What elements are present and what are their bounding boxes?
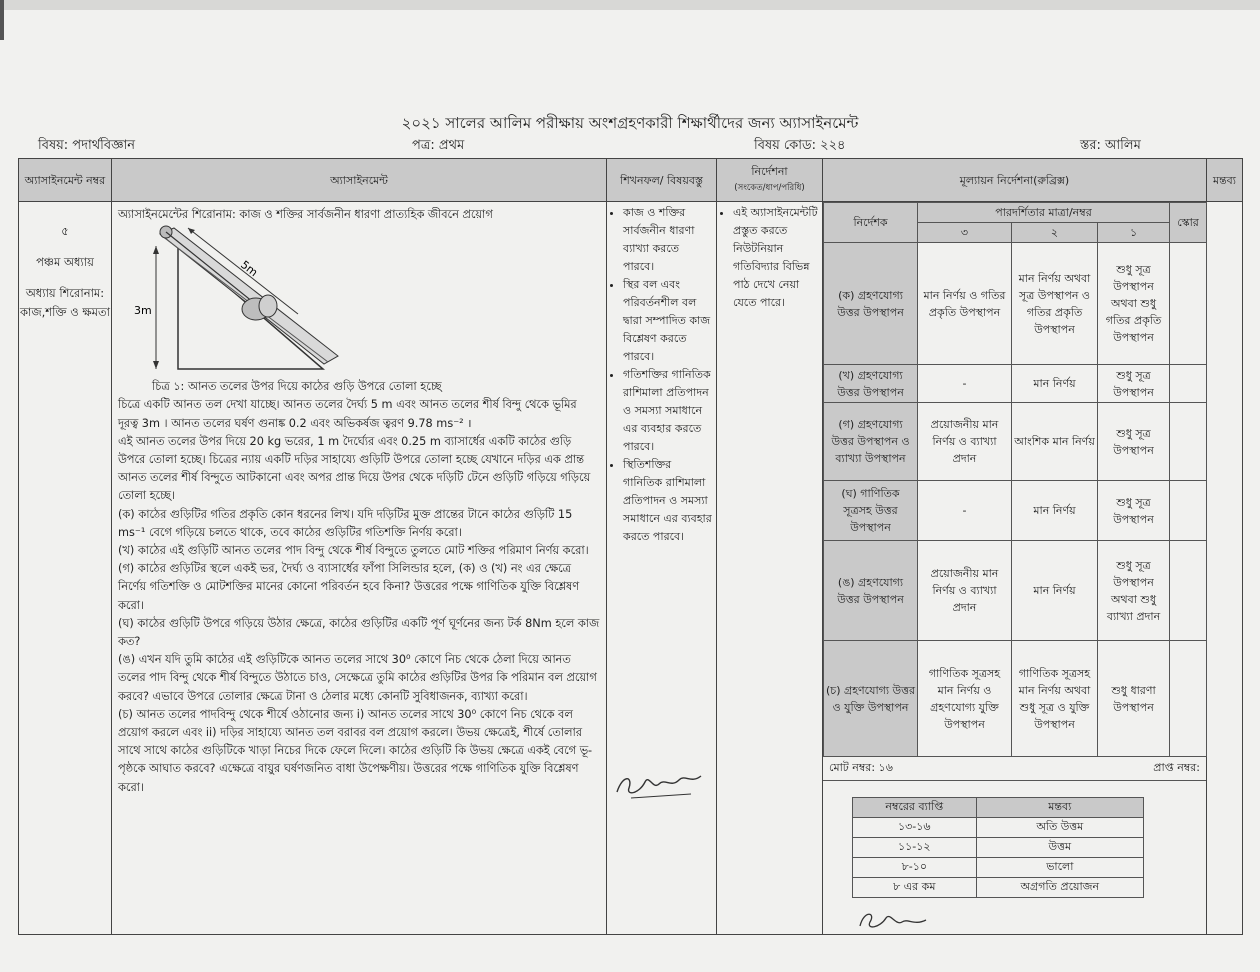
rubric-score [1170, 541, 1207, 641]
rubric-indicator: (ঙ) গ্রহণযোগ্য উত্তর উপস্থাপন [824, 541, 918, 641]
rubric-level-1: ১ [1098, 223, 1170, 243]
rubric-cell-l3: গাণিতিক সূত্রসহ মান নির্ণয় ও গ্রহণযোগ্য যুক্তি উপস্থাপন [918, 641, 1012, 757]
chapter-title: কাজ,শক্তি ও ক্ষমতা [19, 305, 111, 319]
assignment-heading: অ্যাসাইনমেন্টের শিরোনাম: কাজ ও শক্তির সার্বজনীন ধারণা প্রাত্যহিক জীবনে প্রয়োগ [118, 208, 493, 221]
header-instruction-sub: (সংকেত/ধাপ/পরিধি) [734, 183, 805, 193]
rubric-cell-l2: গাণিতিক সূত্রসহ মান নির্ণয় অথবা শুধু সূত্র ও যুক্তি উপস্থাপন [1012, 641, 1098, 757]
assignment-number-cell [19, 202, 112, 935]
rubric-cell-l1: শুধু সূত্র উপস্থাপন [1098, 403, 1170, 481]
grade-remark: অগ্রগতি প্রয়োজন [976, 878, 1143, 898]
grade-row [853, 858, 1144, 878]
rubric-indicator: (চ) গ্রহণযোগ্য উত্তর ও যুক্তি উপস্থাপন [824, 641, 918, 757]
assignment-cell [112, 202, 607, 935]
question-umo: (ঙ) এখন যদি তুমি কাঠের এই গুড়িটিকে আনত তলের সাথে 30⁰ কোণে নিচ থেকে ঠেলা দিয়ে আনত তলের পাদ বিন্দু থেকে শীর্ষ বিন্দুতে উঠাতে চাও, সেক্ষেত্রে তুমি কাঠের গুড়িটির উপর কি পরিমান বল প্রয়োগ করবে? এভাবে উপরে তোলার ক্ষেত্রে টানা ও ঠেলার মধ্যে কোনটি সুবিধাজনক, ব্যাখ্যা করো। [118, 653, 597, 703]
scan-edge [0, 0, 1260, 10]
signature-1 [611, 764, 707, 804]
rubric-cell-l1: শুধু সূত্র উপস্থাপন অথবা শুধু গতির প্রকৃতি উপস্থাপন [1098, 243, 1170, 365]
instruction-list [721, 204, 818, 312]
rubric-cell-l2: মান নির্ণয় অথবা সূত্র উপস্থাপন ও গতির প্রকৃতি উপস্থাপন [1012, 243, 1098, 365]
rubric-level-3: ৩ [918, 223, 1012, 243]
rubric-score [1170, 403, 1207, 481]
question-gha: (ঘ) কাঠের গুড়িটি উপরে গড়িয়ে উঠার ক্ষেত্রে, কাঠের গুড়িটির একটি পূর্ণ ঘূর্ণনের জন্য টর্ক 8Nm হলে কাজ কত? [118, 616, 600, 649]
question-ga: (গ) কাঠের গুড়িটির স্থলে একই ভর, দৈর্ঘ্য ও ব্যাসার্ধের ফাঁপা সিলিন্ডার হলে, (ক) ও (খ) নং এর ক্ষেত্রে নির্ণেয় গতিশক্তি ও মোটশক্তির মানের কোনো পরিবর্তন হবে কিনা? উত্তরের পক্ষে গাণিতিক যুক্তি বিশ্লেষণ করো। [118, 562, 580, 612]
rubric-score [1170, 481, 1207, 541]
outcome-item: • গতিশক্তির গানিতিক রাশিমালা প্রতিপাদন ও সমস্যা সমাধানে এর ব্যবহার করতে পারবে। [623, 366, 712, 456]
rubric-cell-l3: প্রয়োজনীয় মান নির্ণয় ও ব্যাখ্যা প্রদান [918, 541, 1012, 641]
subject-code-label: বিষয় কোড: ২২৪ [754, 138, 846, 153]
header-instruction [717, 159, 823, 202]
grade-row [853, 818, 1144, 838]
grade-range: ৮ এর কম [853, 878, 977, 898]
rubric-cell-l2: মান নির্ণয় [1012, 541, 1098, 641]
grade-remark: উত্তম [976, 838, 1143, 858]
header-row [19, 159, 1243, 202]
grade-range: ১১-১২ [853, 838, 977, 858]
instruction-item: • এই অ্যাসাইনমেন্টটি প্রস্তুত করতে নিউটনিয়ান গতিবিদ্যার বিভিন্ন পাঠ দেখে নেয়া যেতে পারে। [733, 204, 818, 312]
grade-row [853, 838, 1144, 858]
rubric-indicator: (ঘ) গাণিতিক সূত্রসহ উত্তর উপস্থাপন [824, 481, 918, 541]
rubric-table [823, 202, 1207, 757]
outcome-item: • স্থিতিশক্তির গানিতিক রাশিমালা প্রতিপাদন ও সমস্যা সমাধানে এর ব্যবহার করতে পারবে। [623, 456, 712, 546]
assignment-para-1: চিত্রে একটি আনত তল দেখা যাচ্ছে। আনত তলের দৈর্ঘ্য 5 m এবং আনত তলের শীর্ষ বিন্দু থেকে ভূমির দূরত্ব 3m । আনত তলের ঘর্ষণ গুনাঙ্ক 0.2 এবং অভিকর্ষজ ত্বরণ 9.78 ms⁻² । [118, 398, 577, 430]
level-label: স্তর: আলিম [1080, 138, 1141, 153]
total-marks: মোট নম্বর: ১৬ [829, 761, 893, 774]
rubric-cell-l2: আংশিক মান নির্ণয় [1012, 403, 1098, 481]
remark-cell [1207, 202, 1243, 935]
grade-range: ১৩-১৬ [853, 818, 977, 838]
rubric-cell-l1: শুধু সূত্র উপস্থাপন [1098, 365, 1170, 403]
rubric-score-header: স্কোর [1170, 203, 1207, 243]
inclined-plane-figure [134, 224, 348, 376]
outcome-item: • স্থির বল এবং পরিবর্তনশীল বল দ্বারা সম্পাদিত কাজ বিশ্লেষণ করতে পারবে। [623, 276, 712, 366]
instruction-cell [717, 202, 823, 935]
outcome-cell [607, 202, 717, 935]
page-title: ২০২১ সালের আলিম পরীক্ষায় অংশগ্রহণকারী শিক্ষার্থীদের জন্য অ্যাসাইনমেন্ট [401, 114, 859, 132]
chapter-number: পঞ্চম অধ্যায় [36, 255, 94, 269]
rubric-cell-l1: শুধু ধারণা উপস্থাপন [1098, 641, 1170, 757]
rubric-cell-l3: - [918, 481, 1012, 541]
figure-caption: চিত্র ১: আনত তলের উপর দিয়ে কাঠের গুড়ি উপরে তোলা হচ্ছে [152, 380, 442, 394]
outcome-item: • কাজ ও শক্তির সার্বজনীন ধারণা ব্যাখ্যা করতে পারবে। [623, 204, 712, 276]
grade-remark: ভালো [976, 858, 1143, 878]
signature-2 [856, 904, 932, 934]
rubric-cell-l1: শুধু সূত্র উপস্থাপন [1098, 481, 1170, 541]
question-ka: (ক) কাঠের গুড়িটির গতির প্রকৃতি কোন ধরনের লিখ। যদি দড়িটির মুক্ত প্রান্তের টানে কাঠের গুড়িটি 15 ms⁻¹ বেগে গড়িয়ে চলতে থাকে, তবে কাঠের গুড়িটির গতিশক্তি নির্ণয় করো। [118, 507, 573, 539]
rubric-cell-l3: মান নির্ণয় ও গতির প্রকৃতি উপস্থাপন [918, 243, 1012, 365]
rubric-score [1170, 641, 1207, 757]
rubric-level-2: ২ [1012, 223, 1098, 243]
rubric-row [824, 365, 1207, 403]
rubric-row [824, 541, 1207, 641]
rubric-row [824, 243, 1207, 365]
rubric-level-header: পারদর্শিতার মাত্রা/নম্বর [918, 203, 1170, 223]
rubric-totals [823, 757, 1206, 781]
obtained-marks: প্রাপ্ত নম্বর: [1153, 761, 1200, 774]
rubric-indicator: (ক) গ্রহণযোগ্য উত্তর উপস্থাপন [824, 243, 918, 365]
grade-range-header: নম্বরের ব্যাপ্তি [853, 798, 977, 818]
grade-range: ৮-১০ [853, 858, 977, 878]
figure-height-label: 3m [134, 304, 152, 318]
header-remark: মন্তব্য [1207, 159, 1243, 202]
figure-length-label: 5m [238, 258, 261, 280]
grade-row [853, 878, 1144, 898]
question-kha: (খ) কাঠের এই গুড়িটি আনত তলের পাদ বিন্দু থেকে শীর্ষ বিন্দুতে তুলতে মোট শক্তির পরিমাণ নির্ণয় করো। [118, 544, 589, 558]
header-outcome: শিখনফল/ বিষয়বস্তু [607, 159, 717, 202]
rubric-score [1170, 365, 1207, 403]
rubric-cell-l3: প্রয়োজনীয় মান নির্ণয় ও ব্যাখ্যা প্রদান [918, 403, 1012, 481]
header-assignment: অ্যাসাইনমেন্ট [112, 159, 607, 202]
paper-label: পত্র: প্রথম [412, 138, 465, 153]
rubric-cell-l2: মান নির্ণয় [1012, 365, 1098, 403]
rubric-indicator: (গ) গ্রহণযোগ্য উত্তর উপস্থাপন ও ব্যাখ্যা উপস্থাপন [824, 403, 918, 481]
question-cha: (চ) আনত তলের পাদবিন্দু থেকে শীর্ষে ওঠানোর জন্য i) আনত তলের সাথে 30⁰ কোণে নিচ থেকে বল প্রয়োগ করলে এবং ii) দড়ির সাহায্যে আনত তল বরাবর বল প্রয়োগ করলে। উভয় ক্ষেত্রেই, শীর্ষে তোলার সাথে সাথে কাঠের গুড়িটিকে খাড়া নিচের দিকে ফেলে দিলে। কাঠের গুড়িটি কি উভয় ক্ষেত্রে একই বেগে ভূ-পৃষ্ঠকে আঘাত করবে? এক্ষেত্রে বায়ুর ঘর্ষণজনিত বাধা উপেক্ষণীয়। উত্তরের পক্ষে গাণিতিক যুক্তি বিশ্লেষণ করো। [118, 707, 593, 794]
rubric-row [824, 481, 1207, 541]
rubric-cell-l2: মান নির্ণয় [1012, 481, 1098, 541]
chapter-title-label: অধ্যায় শিরোনাম: [25, 286, 105, 300]
rubric-cell-l3: - [918, 365, 1012, 403]
scan-mark [0, 0, 4, 40]
rubric-row [824, 641, 1207, 757]
assignment-number: ৫ [61, 224, 69, 238]
outcome-list [611, 204, 712, 546]
rubric-indicator-header: নির্দেশক [824, 203, 918, 243]
grade-remark: অতি উত্তম [976, 818, 1143, 838]
rubric-indicator: (খ) গ্রহণযোগ্য উত্তর উপস্থাপন [824, 365, 918, 403]
header-instruction-label: নির্দেশনা [751, 165, 788, 178]
assignment-para-2: এই আনত তলের উপর দিয়ে 20 kg ভরের, 1 m দৈর্ঘ্যের এবং 0.25 m ব্যাসার্ধের একটি কাঠের গুড়ি উপরে তোলা হচ্ছে। চিত্রের ন্যায় একটি দড়ির সাহায্যে গুড়িটি উপরে তোলা হচ্ছে যেখানে দড়ির এক প্রান্ত আনত তলের শীর্ষ বিন্দুতে আটকানো এবং অপর প্রান্ত দিয়ে উপর থেকে দড়িটি টেনে গুড়িটি গড়িয়ে গড়িয়ে তোলা হচ্ছে। [118, 434, 591, 503]
grade-remark-header: মন্তব্য [976, 798, 1143, 818]
header-number: অ্যাসাইনমেন্ট নম্বর [19, 159, 112, 202]
rubric-row [824, 403, 1207, 481]
rubric-score [1170, 243, 1207, 365]
rubric-cell-l1: শুধু সূত্র উপস্থাপন অথবা শুধু ব্যাখ্যা প্রদান [1098, 541, 1170, 641]
header-evaluation: মূল্যায়ন নির্দেশনা(রুব্রিক্স) [823, 159, 1207, 202]
subject-label: বিষয়: পদার্থবিজ্ঞান [38, 138, 136, 153]
grading-table [852, 797, 1144, 898]
